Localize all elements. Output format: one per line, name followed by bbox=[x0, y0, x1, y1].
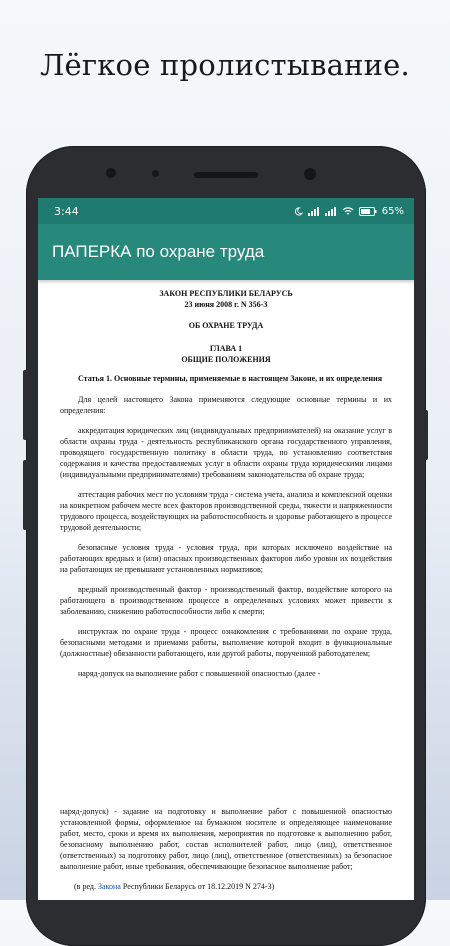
signal-icon bbox=[308, 207, 320, 216]
status-bar bbox=[38, 198, 414, 224]
headline: Лёгкое пролистывание. bbox=[40, 48, 410, 82]
secondary-camera bbox=[304, 168, 316, 180]
moon-icon bbox=[294, 207, 303, 216]
paragraph: наряд-допуск на выполнение работ с повышенной опасностью (далее - bbox=[78, 669, 321, 678]
battery-icon bbox=[359, 207, 377, 216]
front-camera bbox=[106, 168, 116, 178]
paragraph: аккредитация юридических лиц (индивидуальных предпринимателей) на оказание услуг в области охраны труда - деятельность республиканского органа государственного управления, проводящего государственную политику в области труда, по установлению соответствия содержания и качества предоставляемых услуг в области охраны труда юридическими лицами (индивидуальными предпринимателями) требованиям законодательства об охране труда; bbox=[60, 426, 392, 479]
footnote-prefix: (в ред. bbox=[74, 882, 98, 891]
signal-icon-2 bbox=[325, 207, 337, 216]
phone-speaker bbox=[194, 172, 258, 178]
paragraph-continuation: наряд-допуск) - задание на подготовку и выполнение работ с повышенной опасностью установленной формы, оформленное на бумажном носителе и определяющее наименование работ, место, сроки и время их выполнения, мероприятия по подготовке к выполнению работ, безопасному выполнению работ, состав исполнителей работ, лицо (лиц), ответственное (ответственных) за подготовку работ, лицо (лиц), ответственное (ответственных) за безопасное выполнение работ, иные требования, обеспечивающие безопасное выполнение работ; bbox=[60, 807, 392, 871]
power-button bbox=[423, 410, 428, 460]
phone-screen[interactable] bbox=[38, 198, 414, 900]
paragraph: аттестация рабочих мест по условиям труда - система учета, анализа и комплексной оценки на конкретном рабочем месте всех факторов производственной среды, тяжести и напряженности трудового процесса, воздействующих на работоспособность и здоровье работающего в процессе трудовой деятельности; bbox=[60, 490, 392, 532]
wifi-icon bbox=[342, 207, 354, 216]
chapter-number: ГЛАВА 1 bbox=[209, 344, 243, 353]
paragraph: вредный производственный фактор - производственный фактор, воздействие которого на работающего в производственном процессе в определенных условиях может привести к заболеванию, снижению работоспособности либо к смерти; bbox=[60, 585, 392, 616]
law-title: ЗАКОН РЕСПУБЛИКИ БЕЛАРУСЬ bbox=[159, 289, 293, 298]
article-heading: Статья 1. Основные термины, применяемые в настоящем Законе, и их определения bbox=[78, 374, 383, 383]
paragraph: Для целей настоящего Закона применяются следующие основные термины и их определения: bbox=[60, 395, 392, 415]
chapter-title: ОБЩИЕ ПОЛОЖЕНИЯ bbox=[181, 355, 271, 364]
law-subject: ОБ ОХРАНЕ ТРУДА bbox=[188, 321, 264, 330]
law-date: 23 июня 2008 г. N 356-З bbox=[184, 300, 268, 309]
volume-button bbox=[23, 370, 28, 440]
document-content[interactable] bbox=[38, 280, 414, 892]
paragraph: инструктаж по охране труда - процесс ознакомления с требованиями по охране труда, безопасными методами и приемами работы, выполнение которой входит в функциональные (должностные) обязанности работающего, или другой работы, порученной работодателем; bbox=[60, 627, 392, 658]
law-reference-link[interactable]: Закона bbox=[97, 882, 121, 891]
page-break bbox=[60, 688, 392, 806]
battery-percent: 65% bbox=[381, 205, 404, 217]
footnote-suffix: Республики Беларусь от 18.12.2019 N 274-З) bbox=[120, 882, 275, 891]
status-icons bbox=[294, 206, 404, 217]
footnote bbox=[74, 881, 392, 892]
status-time: 3:44 bbox=[54, 204, 79, 218]
volume-button-lower bbox=[23, 460, 28, 530]
app-bar bbox=[38, 224, 414, 280]
app-title: ПАПЕРКА по охране труда bbox=[52, 242, 265, 261]
paragraph: безопасные условия труда - условия труда, при которых исключено воздействие на работающих вредных и (или) опасных производственных факторов либо уровни их воздействия на работающих не превышают установленных нормативов; bbox=[60, 543, 392, 574]
proximity-sensor bbox=[152, 170, 159, 177]
